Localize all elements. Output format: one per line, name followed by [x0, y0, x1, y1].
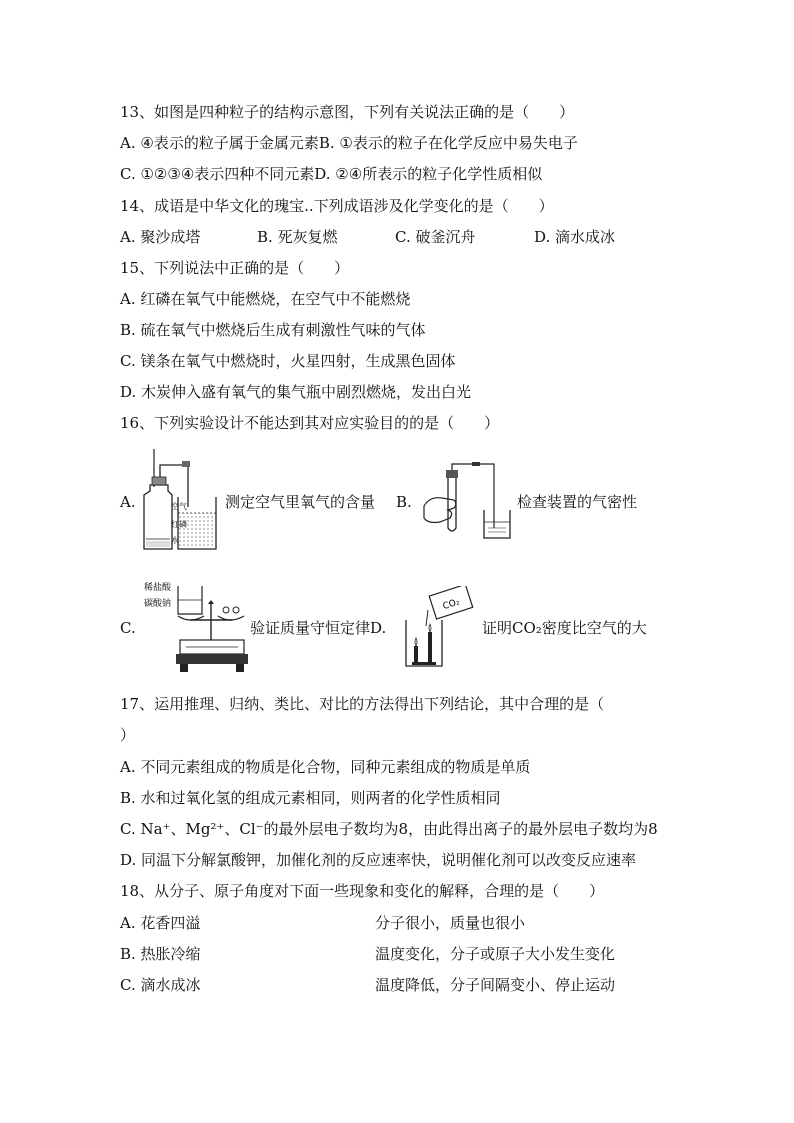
question-17-option-d: D. 同温下分解氯酸钾，加催化剂的反应速率快，说明催化剂可以改变反应速率	[120, 851, 637, 869]
question-17-stem: 17、运用推理、归纳、类比、对比的方法得出下列结论，其中合理的是（	[120, 695, 605, 713]
air-label: 空气	[171, 502, 187, 511]
question-16-b-letter: B.	[396, 493, 412, 511]
question-18-row-b-phenomenon: B. 热胀冷缩	[120, 945, 201, 963]
question-17-option-b: B. 水和过氧化氢的组成元素相同，则两者的化学性质相同	[120, 789, 501, 807]
question-16-a-letter: A.	[120, 493, 136, 511]
question-13-options-ab: A. ④表示的粒子属于金属元素B. ①表示的粒子在化学反应中易失电子	[120, 134, 578, 152]
question-16-d-text: 证明CO₂密度比空气的大	[482, 619, 647, 637]
question-17-option-c: C. Na⁺、Mg²⁺、Cl⁻的最外层电子数均为8，由此得出离子的最外层电子数均为8	[120, 820, 658, 838]
question-13-options-cd: C. ①②③④表示四种不同元素D. ②④所表示的粒子化学性质相似	[120, 165, 543, 183]
airtightness-check-apparatus-figure	[420, 462, 516, 542]
question-16-c-text: 验证质量守恒定律D.	[250, 619, 387, 637]
question-18-row-a-explanation: 分子很小，质量也很小	[375, 914, 526, 932]
water-label: 水	[171, 536, 179, 545]
question-15-option-a: A. 红磷在氧气中能燃烧，在空气中不能燃烧	[120, 290, 411, 308]
question-16-c-letter: C.	[120, 619, 136, 637]
co2-label: CO₂	[441, 597, 462, 613]
question-16-b-text: 检查装置的气密性	[517, 493, 638, 511]
question-18-stem: 18、从分子、原子角度对下面一些现象和变化的解释，合理的是（ ）	[120, 882, 605, 900]
question-18-row-c-phenomenon: C. 滴水成冰	[120, 976, 201, 994]
question-14-option-d: D. 滴水成冰	[534, 228, 616, 246]
question-15-option-b: B. 硫在氧气中燃烧后生成有刺激性气味的气体	[120, 321, 426, 339]
question-15-stem: 15、下列说法中正确的是（ ）	[120, 259, 350, 277]
question-17-stem-end: ）	[120, 726, 136, 744]
question-16-a-text: 测定空气里氧气的含量	[225, 493, 376, 511]
question-15-option-d: D. 木炭伸入盛有氧气的集气瓶中剧烈燃烧，发出白光	[120, 383, 472, 401]
question-17-option-a: A. 不同元素组成的物质是化合物，同种元素组成的物质是单质	[120, 758, 531, 776]
question-18-row-b-explanation: 温度变化，分子或原子大小发生变化	[375, 945, 616, 963]
question-14-option-a: A. 聚沙成塔	[120, 228, 201, 246]
question-16-stem: 16、下列实验设计不能达到其对应实验目的的是（ ）	[120, 414, 500, 432]
question-14-stem: 14、成语是中华文化的瑰宝..下列成语涉及化学变化的是（ ）	[120, 197, 554, 215]
red-phosphorus-label: 红磷	[171, 520, 187, 529]
balance-apparatus-figure	[142, 580, 248, 674]
dilute-hcl-label: 稀盐酸	[144, 583, 172, 593]
question-13-stem: 13、如图是四种粒子的结构示意图，下列有关说法正确的是（ ）	[120, 103, 575, 121]
oxygen-measurement-apparatus-figure	[138, 447, 224, 553]
co2-candle-apparatus-figure	[400, 586, 476, 670]
sodium-carbonate-label: 碳酸钠	[144, 599, 172, 609]
question-14-option-b: B. 死灰复燃	[257, 228, 338, 246]
question-18-row-a-phenomenon: A. 花香四溢	[120, 914, 201, 932]
question-18-row-c-explanation: 温度降低，分子间隔变小、停止运动	[375, 976, 616, 994]
question-14-option-c: C. 破釜沉舟	[395, 228, 476, 246]
question-15-option-c: C. 镁条在氧气中燃烧时，火星四射，生成黑色固体	[120, 352, 456, 370]
